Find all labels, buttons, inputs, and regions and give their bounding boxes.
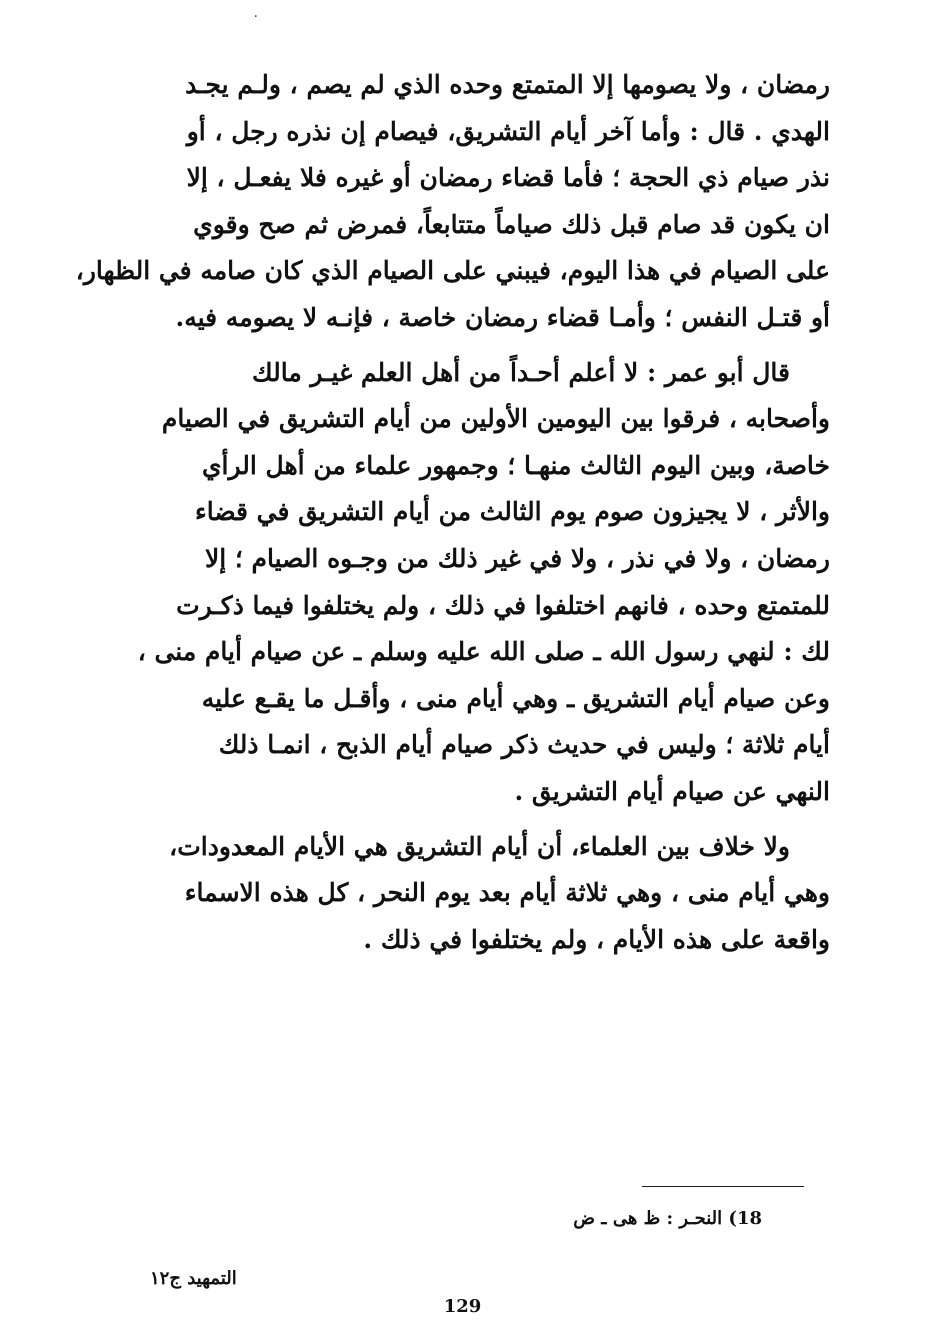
text-line: وعن صيام أيام التشريق ـ وهي أيام منى ، وأقـل ما يقـع عليه [201,683,830,713]
text-line: على الصيام في هذا اليوم، فيبني على الصيام الذي كان صامه في الظهار، [75,256,830,286]
text-line: وأصحابه ، فرقوا بين اليومين الأولين من أيام التشريق في الصيام [161,404,830,434]
paragraph-1 [75,62,830,342]
paragraph-gap [180,816,830,824]
text-line: ولا خلاف بين العلماء، أن أيام التشريق هي الأيام المعدودات، [169,831,790,861]
paragraph-3 [169,824,830,964]
text-line: قال أبو عمر : لا أعلم أحـداً من أهل العلم غيـر مالك [252,357,790,387]
text-line: واقعة على هذه الأيام ، ولم يختلفوا في ذلك . [363,924,830,954]
text-line: ان يكون قد صام قبل ذلك صياماً متتابعاً، فمرض ثم صح وقوي [193,209,830,239]
text-line: وهي أيام منى ، وهي ثلاثة أيام بعد يوم النحر ، كل هذه الاسماء [184,878,830,908]
footnote: 18) النحـر : ظ هى ـ ض [573,1208,762,1229]
text-line: النهي عن صيام أيام التشريق . [514,776,830,806]
text-line: لك : لنهي رسول الله ـ صلى الله عليه وسلم ـ عن صيام أيام منى ، [137,637,830,667]
body-text [75,62,830,963]
text-line: أيام ثلاثة ؛ وليس في حديث ذكر صيام أيام الذبح ، انمـا ذلك [218,730,830,760]
text-line: خاصة، وبين اليوم الثالث منهـا ؛ وجمهور علماء من أهل الرأي [201,450,830,480]
paragraph-2 [137,350,830,816]
text-line: رمضان ، ولا يصومها إلا المتمتع وحده الذي لم يصم ، ولـم يجـد [185,70,830,99]
corner-mark: ٠ [252,8,260,24]
text-line: رمضان ، ولا في نذر ، ولا في غير ذلك من وجـوه الصيام ؛ إلا [204,543,830,573]
footnote-divider [642,1186,804,1187]
text-line: الهدي . قال : وأما آخر أيام التشريق، فيصام إن نذره رجل ، أو [186,116,830,146]
paragraph-gap [180,342,830,350]
book-signature: التمهيد ج١٢ [150,1268,237,1289]
text-line: للمتمتع وحده ، فانهم اختلفوا في ذلك ، ولم يختلفوا فيما ذكـرت [176,590,830,620]
text-line: أو قتـل النفس ؛ وأمـا قضاء رمضان خاصة ، فإنـه لا يصومه فيه. [175,302,830,332]
text-line: والأثر ، لا يجيزون صوم يوم الثالث من أيام التشريق في قضاء [194,497,830,527]
text-line: نذر صيام ذي الحجة ؛ فأما قضاء رمضان أو غيره فلا يفعـل ، إلا [186,163,830,193]
page-number: 129 [443,1296,482,1317]
